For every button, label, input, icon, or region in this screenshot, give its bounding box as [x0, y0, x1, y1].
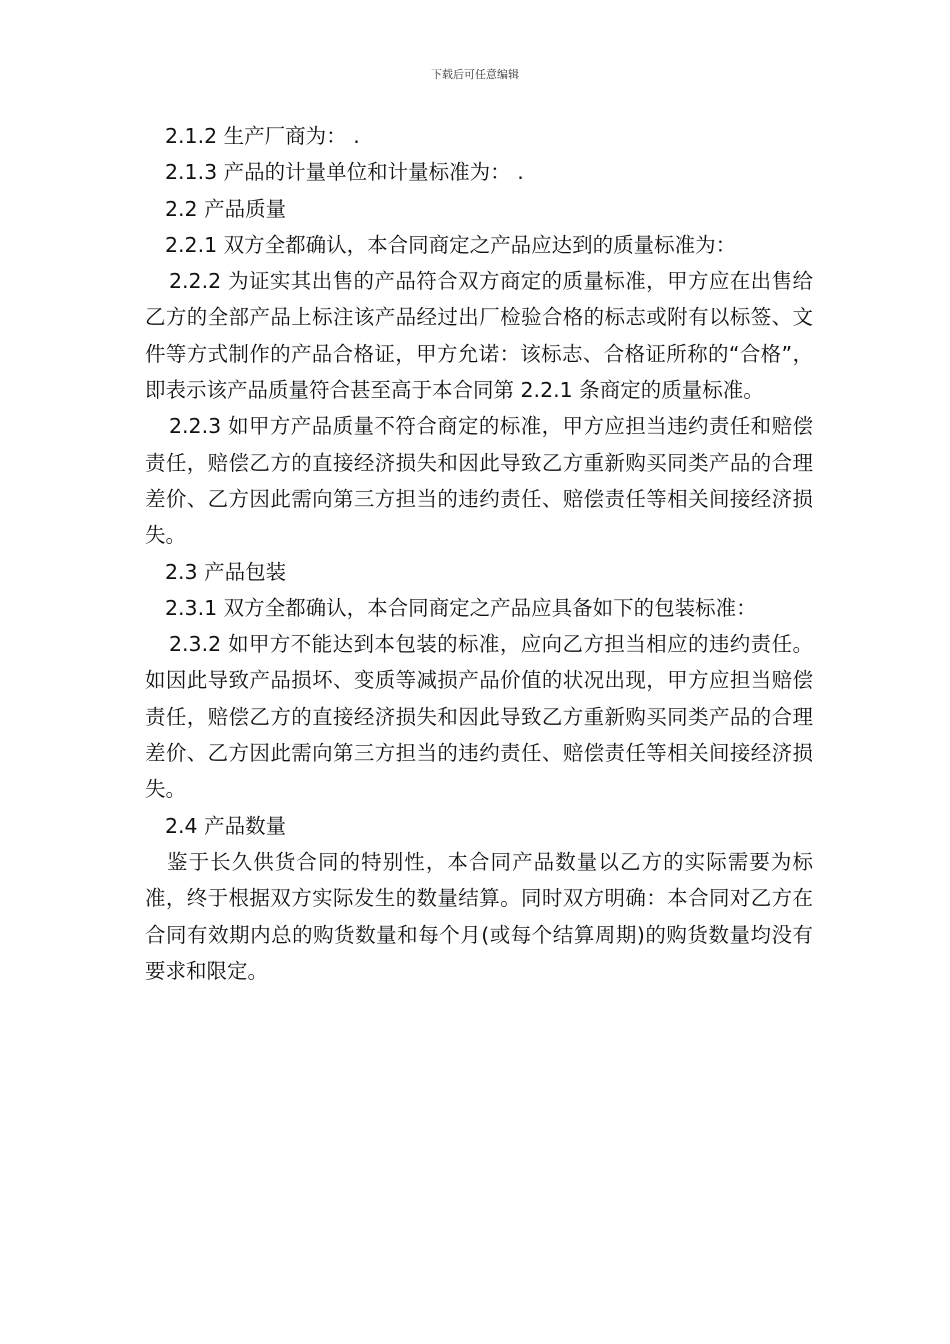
document-body	[145, 118, 813, 989]
section-2-4-heading: 2.4 产品数量	[165, 813, 287, 838]
section-2-3-heading: 2.3 产品包装	[165, 559, 287, 584]
page-header-note: 下载后可任意编辑	[431, 68, 519, 81]
clause-2-3-1: 2.3.1 双方全都确认，本合同商定之产品应具备如下的包装标准：	[165, 595, 757, 620]
clause-2-2-2: 2.2.2 为证实其出售的产品符合双方商定的质量标准，甲方应在出售给乙方的全部产品上标注该产品经过出厂检验合格的标志或附有以标签、文件等方式制作的产品合格证，甲方允诺：该标志、合格证所称的“合格”，即表示该产品质量符合甚至高于本合同第 2.2.1 条商定的质量标准。	[145, 269, 813, 403]
clause-2-1-2: 2.1.2 生产厂商为： .	[165, 124, 360, 148]
clause-2-1-3: 2.1.3 产品的计量单位和计量标准为： .	[165, 160, 524, 185]
clause-2-2-1: 2.2.1 双方全都确认，本合同商定之产品应达到的质量标准为：	[165, 232, 737, 257]
section-2-2-heading: 2.2 产品质量	[165, 196, 287, 221]
clause-2-3-2: 2.3.2 如甲方不能达到本包装的标准，应向乙方担当相应的违约责任。如因此导致产品损坏、变质等减损产品价值的状况出现，甲方应担当赔偿责任，赔偿乙方的直接经济损失和因此导致乙方重新购买同类产品的合理差价、乙方因此需向第三方担当的违约责任、赔偿责任等相关间接经济损失。	[145, 632, 813, 802]
clause-2-2-3: 2.2.3 如甲方产品质量不符合商定的标准，甲方应担当违约责任和赔偿责任，赔偿乙方的直接经济损失和因此导致乙方重新购买同类产品的合理差价、乙方因此需向第三方担当的违约责任、赔偿责任等相关间接经济损失。	[145, 414, 813, 548]
clause-2-4-body: 鉴于长久供货合同的特别性，本合同产品数量以乙方的实际需要为标准，终于根据双方实际发生的数量结算。同时双方明确：本合同对乙方在合同有效期内总的购货数量和每个月(或每个结算周期)的购货数量均没有要求和限定。	[145, 849, 813, 983]
